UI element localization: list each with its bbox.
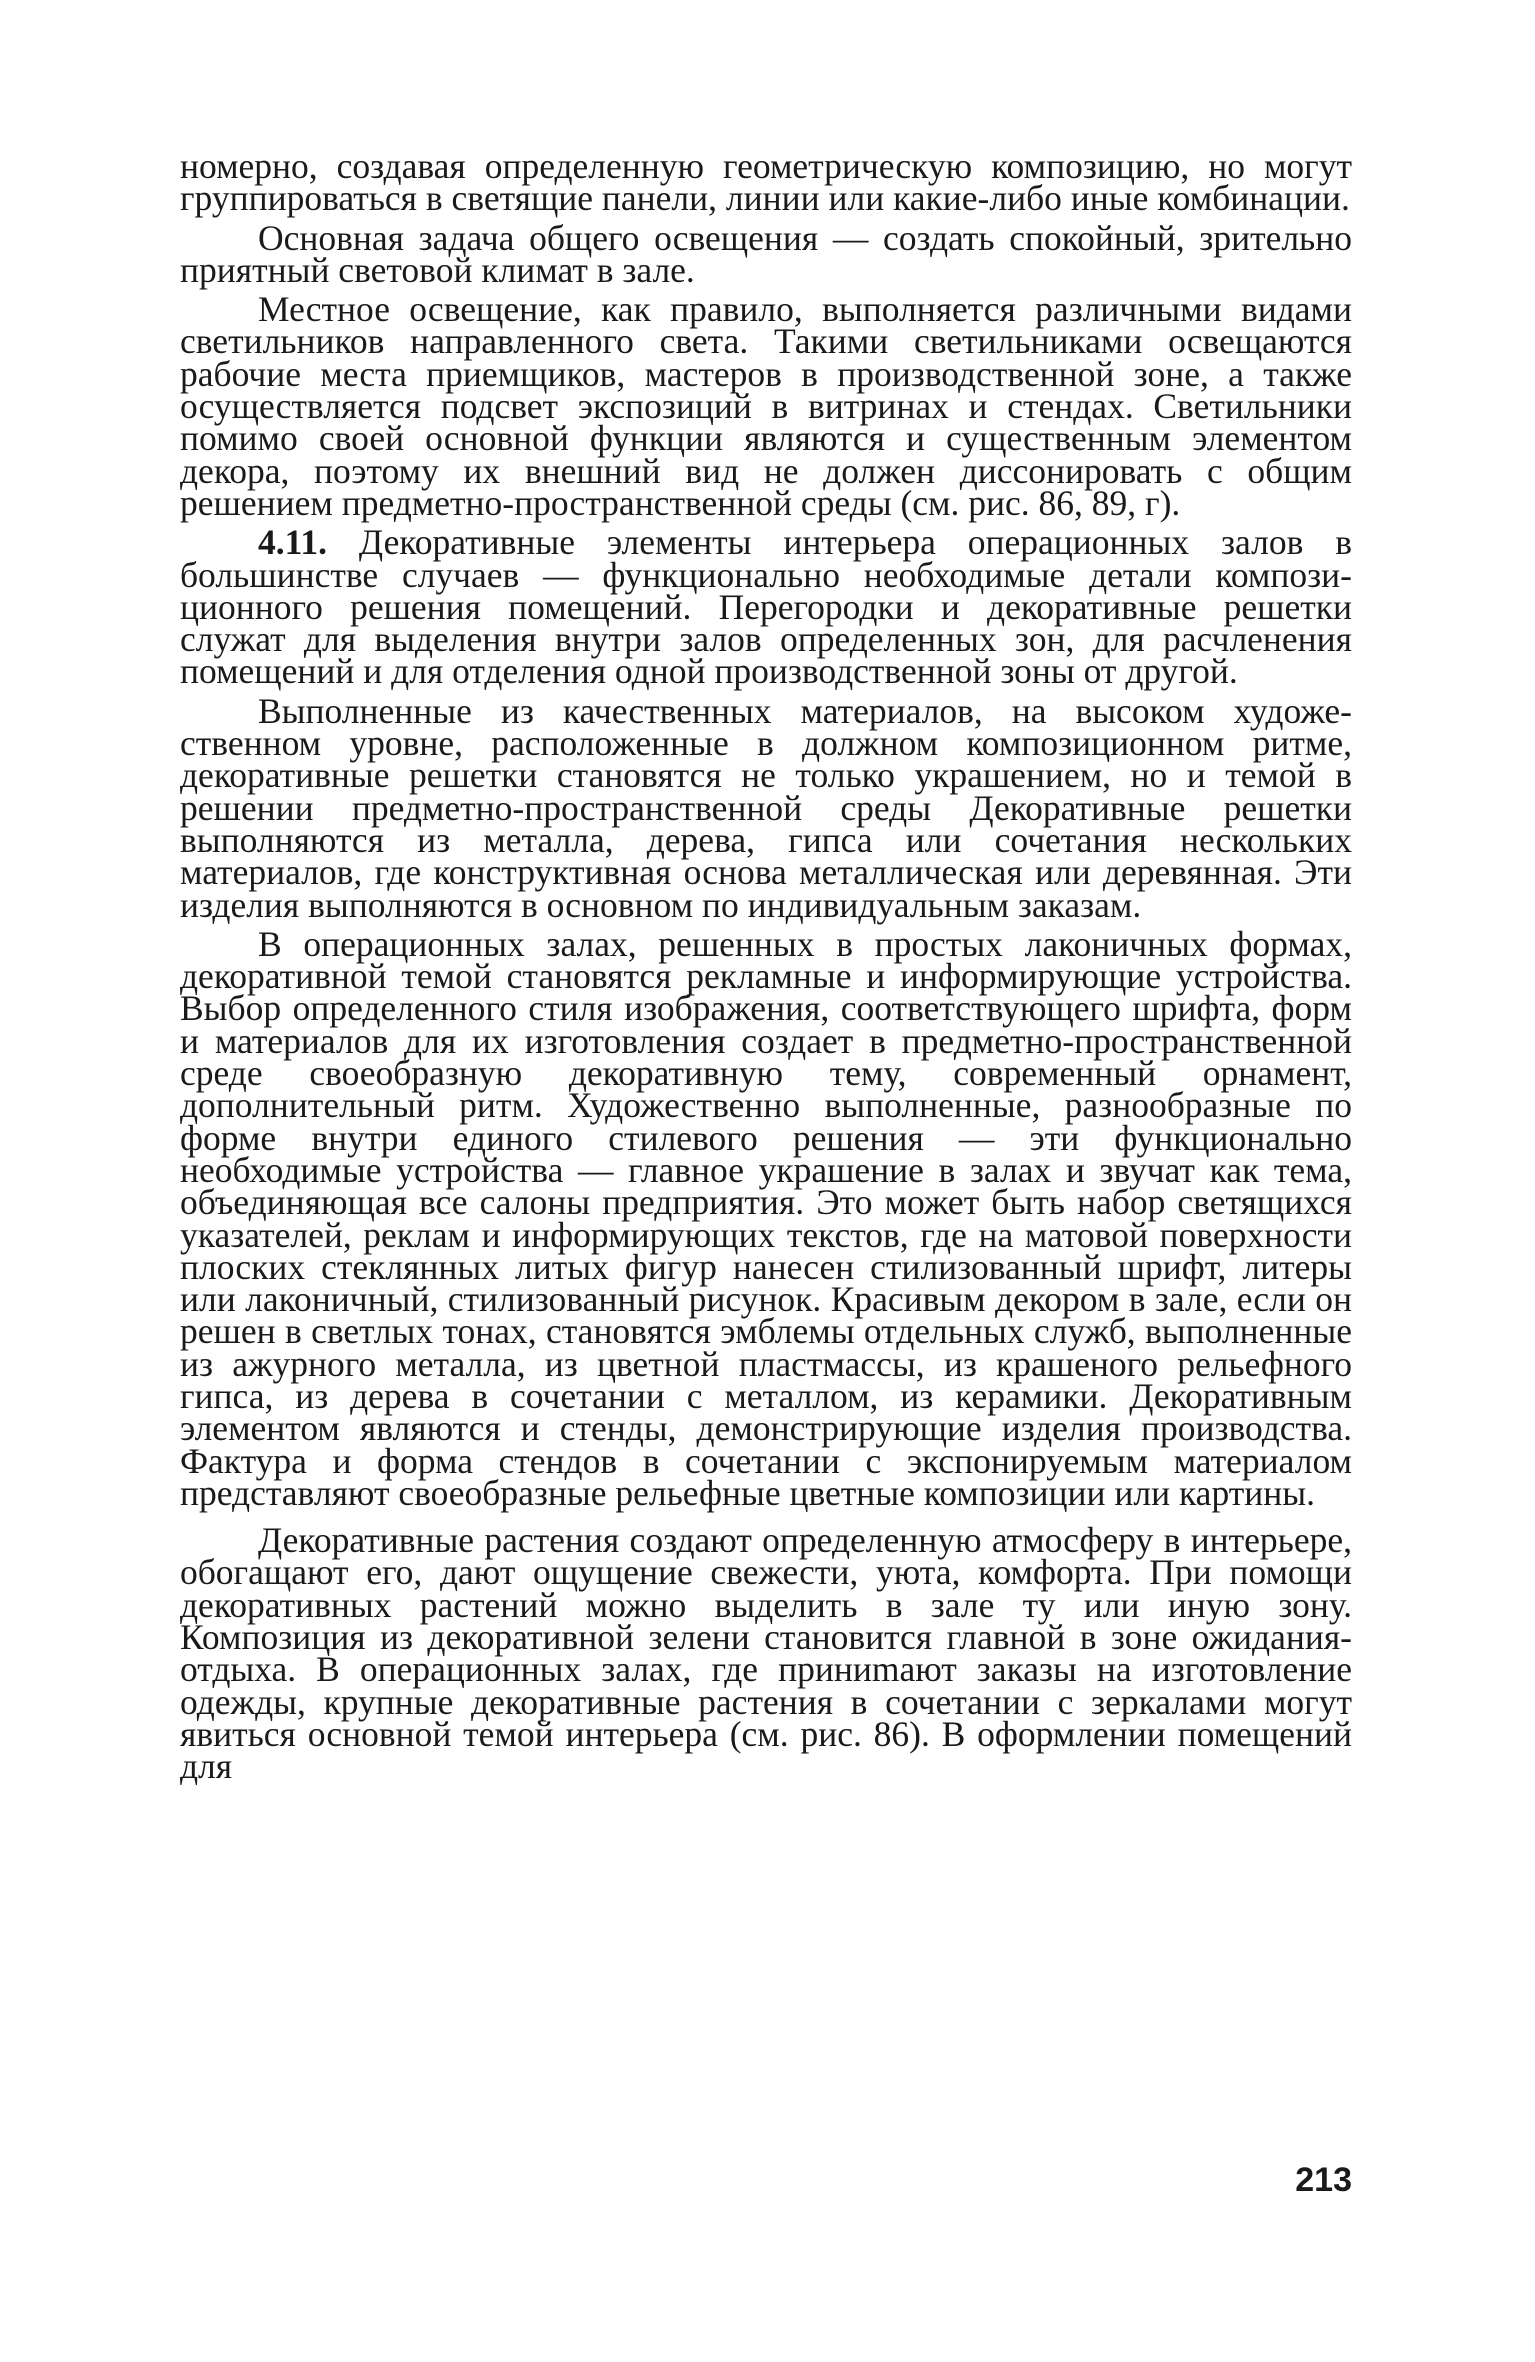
section-text: Декоративные элементы интерьера операционных залов в большинстве случаев — функционально необходимые детали композиционного решения помещений. Перегородки и декоративные решетки служат для выделения внутри залов определенных зон, для расчленения помещений и для отделения одной производственной зоны от другой. [180,522,1352,692]
paragraph-decorative-plants: Декоративные растения создают определенную атмосферу в интерьере, обогащают его, дают ощущение свежести, уюта, комфорта. При помощи декоративных растений можно выделить в зале ту или иную зону. Композиция из декоративной зелени становится главной в зоне ожидания-отдыха. В операционных залах, где приниmают заказы на изготовление одежды, крупные декоративные растения в сочетании с зеркалами могут явиться основной темой интерьера (см. рис. 86). В оформлении помещений для [180,1520,1352,1787]
paragraph-section-4-11 [180,522,1352,692]
book-page [180,146,1352,2310]
paragraph-general-lighting: Основная задача общего освещения — создать спокойный, зрительно приятный световой климат в зале. [180,217,1352,290]
section-number: 4.11. [258,522,328,563]
paragraph-decorative-grilles: Выполненные из качественных материалов, на высоком художественном уровне, расположенные в должном композиционном ритме, декоративные решетки становятся не только украшением, но и темой в решении предметно-пространственной среды Декоративные решетки выполняются из металла, дерева, гипса или сочетания нескольких материалов, где конструктивная основа металлическая или деревянная. Эти изделия выполняются в основном по индивидуальным заказам. [180,690,1352,925]
page-number: 213 [1295,2161,1352,2199]
paragraph-local-lighting: Местное освещение, как правило, выполняется различными видами светильников направленного света. Такими светильниками освещаются рабочие места приемщиков, мастеров в производственной зоне, а также осуществляется подсвет экспозиций в витринах и стендах. Светильники помимо своей основной функции являются и существенным элементом декора, поэтому их внешний вид не должен диссонировать с общим решением предметно-пространственной среды (см. рис. 86, 89, г). [180,289,1352,523]
paragraph-advertising-devices: В операционных залах, решенных в простых лаконичных формах, декоративной темой становятся рекламные и информирующие устройства. Выбор определенного стиля изображения, соответствующего шрифта, форм и материалов для их изготовления создает в предметно-пространственной среде своеобразную декоративную тему, современный орнамент, дополнительный ритм. Художественно выполненные, разнообразные по форме внутри единого стилевого решения — эти функционально необходимые устройства — главное украшение в залах и звучат как тема, объединяющая все салоны предприятия. Это может быть набор светящихся указателей, реклам и информирующих текстов, где на матовой поверхности плоских стеклянных литых фигур нанесен стилизованный шрифт, литеры или лаконичный, стилизованный рисунок. Красивым декором в зале, если он решен в светлых тонах, становятся эмблемы отдельных служб, выполненные из ажурного металла, из цветной пластмассы, из крашеного рельефного гипса, из дерева в сочетании с металлом, из керамики. Декоративным элементом являются и стенды, демонстрирующие изделия производства. Фактура и форма стендов в сочетании с экспонируемым материалом представляют своеобразные рельефные цветные композиции или картины. [180,923,1352,1513]
paragraph-continuation: номерно, создавая определенную геометрическую композицию, но могут группироваться в светящие панели, линии или какие-либо иные комбинации. [180,146,1352,219]
